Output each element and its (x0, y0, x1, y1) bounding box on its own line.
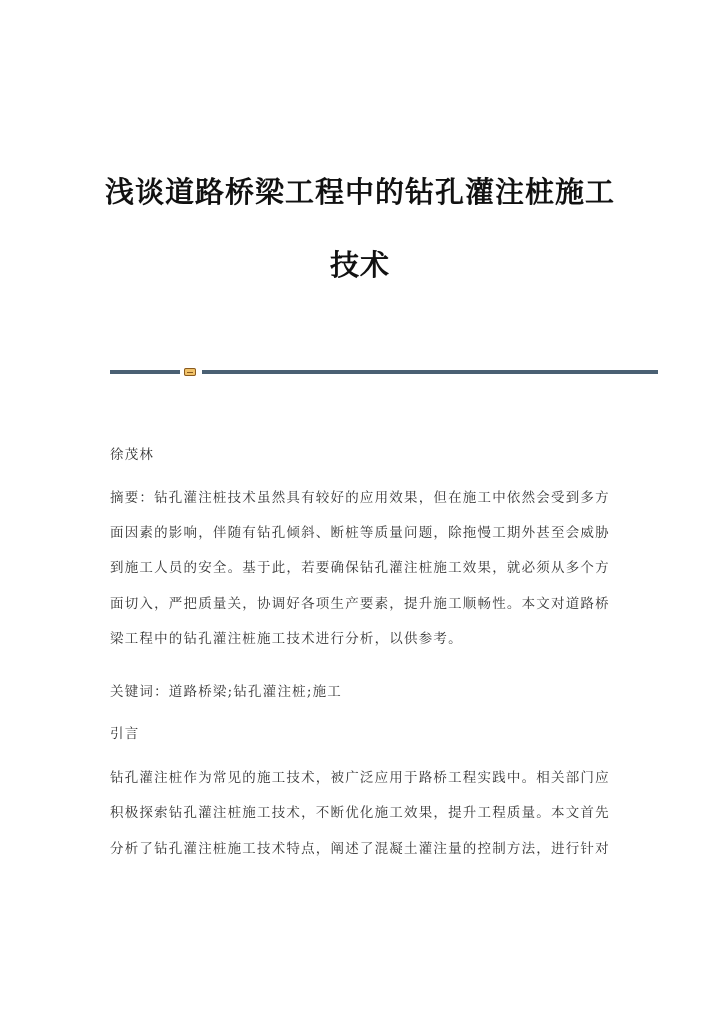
intro-line: 钻孔灌注桩作为常见的施工技术，被广泛应用于路桥工程实践中。相关部门应 (110, 770, 610, 786)
abstract-line: 面因素的影响，伴随有钻孔倾斜、断桩等质量问题，除拖慢工期外甚至会威胁 (110, 525, 610, 541)
document-title-line-1: 浅谈道路桥梁工程中的钻孔灌注桩施工 (104, 175, 615, 209)
abstract-line: 梁工程中的钻孔灌注桩施工技术进行分析，以供参考。 (110, 631, 463, 647)
abstract-line: 面切入，严把质量关，协调好各项生产要素，提升施工顺畅性。本文对道路桥 (110, 596, 610, 612)
intro-line: 积极探索钻孔灌注桩施工技术，不断优化施工效果，提升工程质量。本文首先 (110, 805, 610, 821)
intro-heading: 引言 (110, 726, 140, 742)
divider-ornament-icon (184, 368, 196, 376)
title-divider (110, 368, 658, 376)
document-title-line-2: 技术 (329, 248, 390, 282)
intro-line: 分析了钻孔灌注桩施工技术特点，阐述了混凝土灌注量的控制方法，进行针对 (110, 841, 610, 857)
abstract-line: 到施工人员的安全。基于此，若要确保钻孔灌注桩施工效果，就必须从多个方 (110, 560, 610, 576)
keywords: 关键词：道路桥梁;钻孔灌注桩;施工 (110, 684, 342, 700)
abstract-line: 摘要：钻孔灌注桩技术虽然具有较好的应用效果，但在施工中依然会受到多方 (110, 490, 610, 506)
divider-right-segment (202, 370, 658, 374)
divider-left-segment (110, 370, 180, 374)
author-name: 徐茂林 (110, 447, 155, 463)
